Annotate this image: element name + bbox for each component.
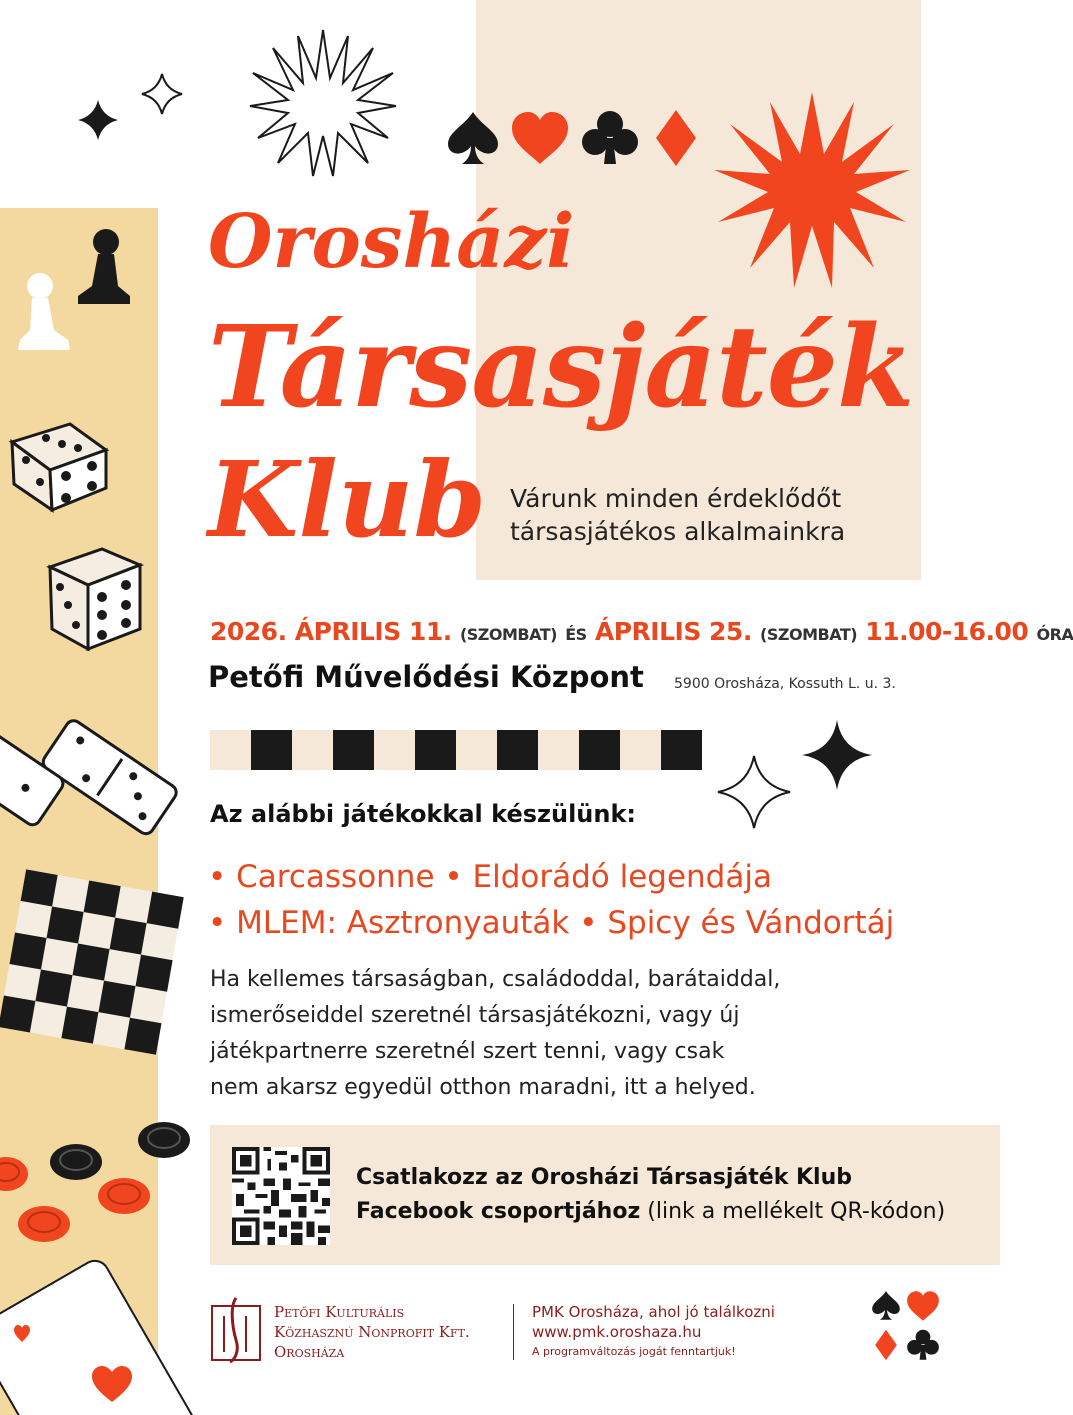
event-time: 11.00-16.00 (865, 617, 1029, 646)
playing-card-icon (0, 1272, 190, 1415)
pmk-url[interactable]: www.pmk.oroshaza.hu (532, 1323, 702, 1341)
chessboard-icon (0, 868, 180, 1068)
diamond-small-icon (874, 1328, 898, 1362)
description-line-3: játékpartnerre szeretnél szert tenni, vagy csak (210, 1039, 725, 1064)
four-point-star-icon-2 (802, 720, 872, 790)
event-date-line (210, 617, 1073, 646)
footer-divider (513, 1304, 514, 1360)
event-date-1: 2026. ÁPRILIS 11. (210, 617, 452, 646)
pmk-slogan: PMK Orosháza, ahol jó találkozni (532, 1303, 775, 1321)
dice-icon (6, 414, 112, 512)
heart-icon (510, 110, 570, 166)
checkers-pieces-icon (0, 1112, 196, 1262)
description-line-4: nem akarsz egyedül otthon maradni, itt a helyed. (210, 1075, 756, 1100)
description (210, 962, 910, 1106)
org-name (274, 1302, 470, 1362)
four-point-star-outline-icon (140, 72, 184, 116)
white-pawn-icon (14, 270, 76, 352)
title-line-1: Orosházi (208, 199, 575, 285)
event-and: ÉS (565, 625, 587, 644)
club-small-icon (906, 1328, 940, 1362)
red-starburst-icon (714, 92, 910, 288)
qr-code-icon[interactable] (232, 1147, 330, 1245)
spade-small-icon (870, 1290, 902, 1322)
org-line-2: Közhasznú Nonprofit Kft. (274, 1323, 470, 1341)
venue-name: Petőfi Művelődési Központ (208, 660, 644, 694)
games-heading: Az alábbi játékokkal készülünk: (210, 800, 637, 828)
checker-strip (210, 730, 702, 770)
description-line-2: ismerőseiddel szeretnél társasjátékozni, vagy új (210, 1003, 740, 1028)
pmk-info (532, 1302, 775, 1362)
pmk-note: A programváltozás jogát fenntartjuk! (532, 1345, 736, 1358)
event-date-2: ÁPRILIS 25. (594, 617, 752, 646)
join-qr-note: (link a mellékelt QR-kódon) (640, 1199, 946, 1224)
club-icon (580, 108, 640, 168)
subtitle-line-1: Várunk minden érdeklődőt (510, 484, 842, 513)
four-point-star-outline-icon-2 (716, 754, 792, 830)
subtitle (510, 482, 845, 548)
subtitle-line-2: társasjátékos alkalmainkra (510, 517, 846, 546)
pmk-logo-icon (210, 1296, 268, 1364)
event-time-unit: ÓRA (1036, 625, 1073, 644)
join-facebook-group: Facebook csoportjához (356, 1199, 641, 1224)
title-line-2: Társasjáték (208, 302, 914, 433)
join-line-1: Csatlakozz az Orosházi Társasjáték Klub (356, 1165, 853, 1190)
venue-address: 5900 Orosháza, Kossuth L. u. 3. (674, 676, 896, 692)
domino-icon (0, 705, 172, 841)
diamond-icon (654, 108, 698, 168)
starburst-outline-icon (248, 28, 398, 178)
org-line-1: Petőfi Kulturális (274, 1303, 405, 1321)
title-line-3: Klub (208, 438, 487, 561)
games-list (208, 854, 894, 946)
four-point-star-icon (78, 100, 118, 140)
black-pawn-icon (72, 226, 134, 306)
heart-small-icon (906, 1290, 940, 1322)
spade-icon (444, 110, 502, 168)
event-day-1: (SZOMBAT) (459, 625, 557, 644)
games-line-1: • Carcassonne • Eldorádó legendája (208, 859, 772, 895)
dice-icon-2 (46, 545, 144, 653)
join-text (356, 1161, 945, 1229)
event-day-2: (SZOMBAT) (760, 625, 858, 644)
org-line-3: Orosháza (274, 1343, 345, 1361)
games-line-2: • MLEM: Asztronyauták • Spicy és Vándortáj (208, 905, 895, 941)
description-line-1: Ha kellemes társaságban, családoddal, barátaiddal, (210, 967, 781, 992)
